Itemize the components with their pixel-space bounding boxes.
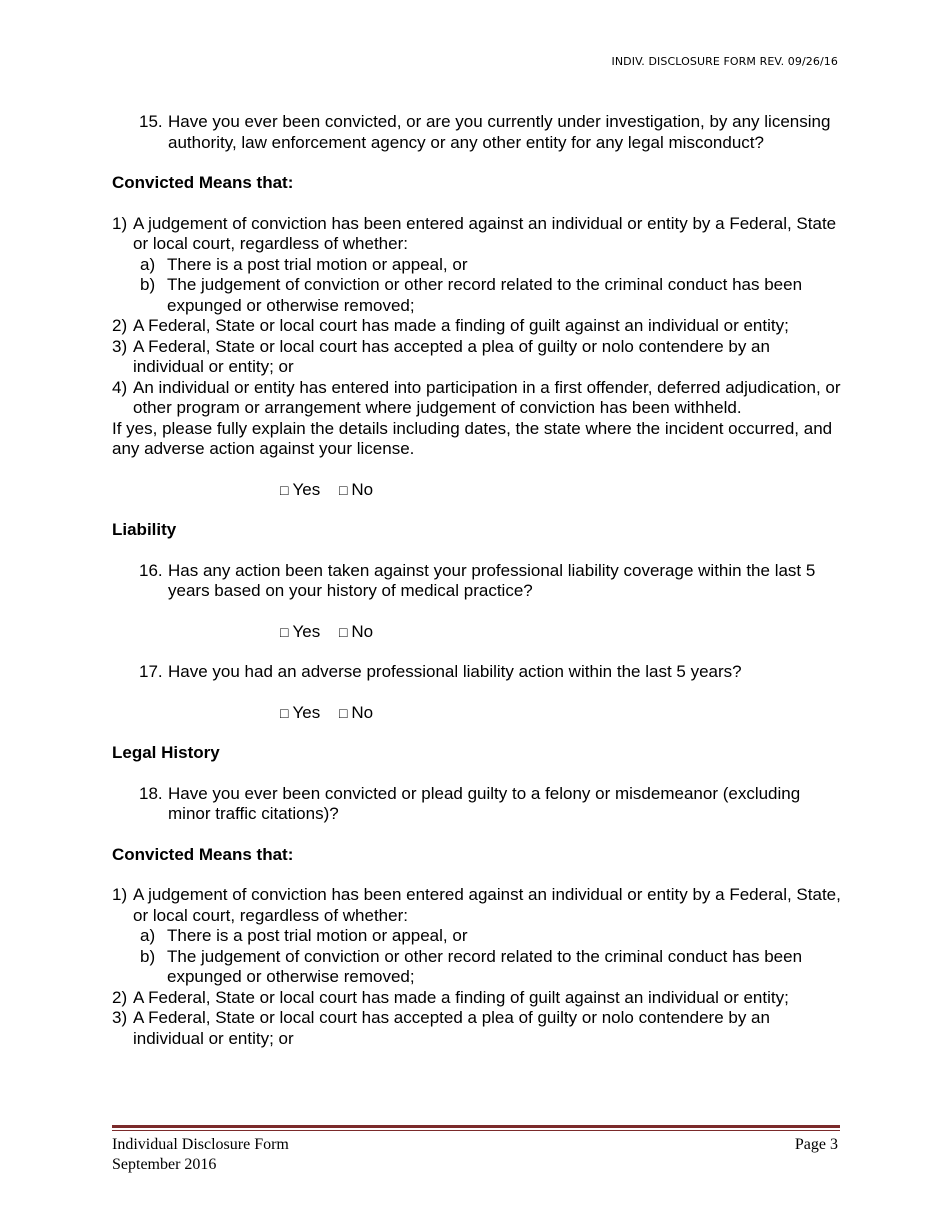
list-text: A judgement of conviction has been entered against an individual or entity by a Federal, State, or local court, regardless of whether: xyxy=(133,885,841,925)
list-item xyxy=(112,1008,842,1049)
checkbox-icon[interactable]: □ xyxy=(338,481,348,498)
checkbox-icon[interactable]: □ xyxy=(280,704,289,721)
checkbox-icon[interactable]: □ xyxy=(280,481,289,498)
checkbox-icon[interactable]: □ xyxy=(280,623,289,640)
list-item xyxy=(112,988,842,1009)
yes-label: Yes xyxy=(292,479,321,499)
sub-list-text: The judgement of conviction or other record related to the criminal conduct has been expunged or otherwise removed; xyxy=(167,275,803,315)
yes-option[interactable] xyxy=(280,480,320,501)
list-number: 2) xyxy=(112,987,128,1007)
list-text: A Federal, State or local court has accepted a plea of guilty or nolo contendere by an individual or entity; or xyxy=(133,336,770,376)
no-option[interactable] xyxy=(339,622,373,643)
list-text: An individual or entity has entered into participation in a first offender, deferred adjudication, or other program or arrangement where judgement of conviction has been withheld. xyxy=(133,377,841,417)
no-label: No xyxy=(351,702,374,722)
sub-list-letter: b) xyxy=(140,275,156,294)
no-label: No xyxy=(351,621,374,641)
yes-option[interactable] xyxy=(280,622,320,643)
q16-yes-no xyxy=(280,622,842,643)
page-content xyxy=(112,112,842,1049)
question-text: Have you had an adverse professional liability action within the last 5 years? xyxy=(168,662,742,681)
question-number: 15. xyxy=(139,112,163,131)
list-number: 3) xyxy=(112,1008,128,1027)
list-item xyxy=(112,337,842,378)
question-number: 16. xyxy=(139,560,163,580)
list-number: 2) xyxy=(112,316,128,335)
footer-divider xyxy=(112,1125,840,1128)
footer-divider-thin xyxy=(112,1130,840,1131)
explain-instruction: If yes, please fully explain the details including dates, the state where the incident occurred, and any adverse action against your license. xyxy=(112,418,833,458)
sub-list-letter: a) xyxy=(140,926,156,945)
question-number: 17. xyxy=(139,662,163,681)
list-number: 1) xyxy=(112,213,128,233)
convicted-definition-list xyxy=(112,214,842,460)
question-16 xyxy=(139,561,842,602)
checkbox-icon[interactable]: □ xyxy=(338,623,348,640)
sub-list-text: The judgement of conviction or other record related to the criminal conduct has been expunged or otherwise removed; xyxy=(167,946,803,986)
footer-left xyxy=(112,1135,289,1175)
list-item xyxy=(112,316,842,337)
list-text: A judgement of conviction has been entered against an individual or entity by a Federal, State or local court, regardless of whether: xyxy=(133,213,837,253)
liability-heading: Liability xyxy=(112,520,177,539)
page-number: Page 3 xyxy=(794,1136,838,1153)
list-number: 3) xyxy=(112,336,128,356)
question-number: 18. xyxy=(139,783,163,803)
sub-list-letter: b) xyxy=(140,946,156,966)
sub-list-item xyxy=(140,255,842,276)
q17-yes-no xyxy=(280,703,842,724)
convicted-heading: Convicted Means that: xyxy=(112,173,294,192)
list-item xyxy=(112,378,842,419)
list-item xyxy=(112,885,842,926)
legal-history-heading: Legal History xyxy=(112,743,220,762)
convicted-heading: Convicted Means that: xyxy=(112,844,294,864)
list-number: 1) xyxy=(112,885,128,904)
yes-option[interactable] xyxy=(280,703,320,724)
checkbox-icon[interactable]: □ xyxy=(338,704,348,721)
no-label: No xyxy=(351,479,374,499)
yes-label: Yes xyxy=(292,621,321,641)
sub-list-item xyxy=(140,947,842,988)
list-text: A Federal, State or local court has made a finding of guilt against an individual or entity; xyxy=(133,316,789,335)
sub-list-letter: a) xyxy=(140,254,156,274)
question-18 xyxy=(139,784,842,825)
question-text: Have you ever been convicted or plead guilty to a felony or misdemeanor (excluding minor traffic citations)? xyxy=(168,783,801,823)
footer-form-title: Individual Disclosure Form xyxy=(112,1136,289,1153)
question-15 xyxy=(139,112,842,153)
sub-list-text: There is a post trial motion or appeal, or xyxy=(167,254,468,274)
question-text: Has any action been taken against your professional liability coverage within the last 5 years based on your history of medical practice? xyxy=(168,560,816,600)
q15-yes-no xyxy=(280,480,842,501)
footer-date: September 2016 xyxy=(112,1156,217,1173)
sub-list-item xyxy=(140,926,842,947)
no-option[interactable] xyxy=(339,480,373,501)
sub-list-text: There is a post trial motion or appeal, or xyxy=(167,926,468,945)
list-text: A Federal, State or local court has made a finding of guilt against an individual or entity; xyxy=(133,987,789,1007)
form-revision-code: INDIV. DISCLOSURE FORM REV. 09/26/16 xyxy=(611,55,838,68)
question-17 xyxy=(139,662,842,683)
yes-label: Yes xyxy=(292,702,321,722)
no-option[interactable] xyxy=(339,703,373,724)
list-text: A Federal, State or local court has accepted a plea of guilty or nolo contendere by an individual or entity; or xyxy=(133,1008,770,1048)
list-item xyxy=(112,214,842,255)
sub-list-item xyxy=(140,275,842,316)
convicted-definition-list xyxy=(112,885,842,1049)
list-number: 4) xyxy=(112,377,128,397)
question-text: Have you ever been convicted, or are you currently under investigation, by any licensing authority, law enforcement agency or any other entity for any legal misconduct? xyxy=(168,112,831,152)
